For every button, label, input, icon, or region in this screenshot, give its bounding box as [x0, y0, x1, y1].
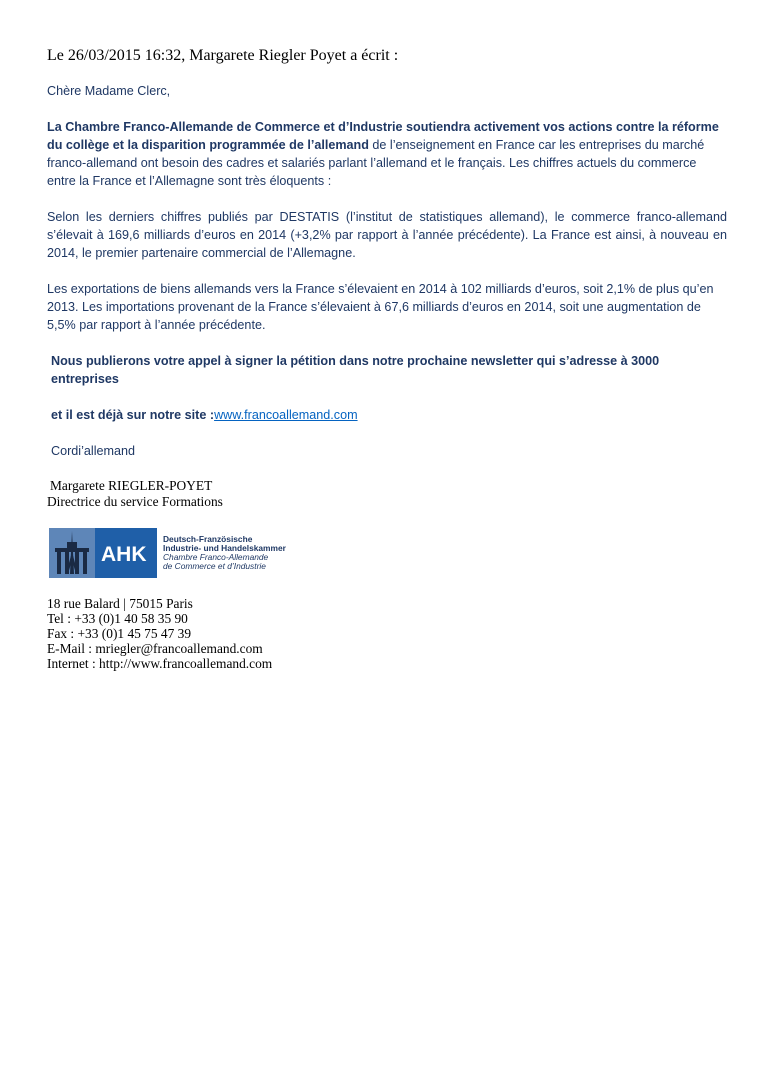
logo-line-3: Chambre Franco-Allemande: [163, 552, 269, 562]
logo-line-1: Deutsch-Französische: [163, 534, 253, 544]
logo-line-4: de Commerce et d’Industrie: [163, 561, 266, 571]
paragraph-newsletter: Nous publierons votre appel à signer la pétition dans notre prochaine newsletter qui s’adresse à 3000 entreprises: [51, 354, 660, 386]
website-link[interactable]: www.francoallemand.com: [214, 408, 358, 422]
contact-tel: Tel : +33 (0)1 40 58 35 90: [47, 611, 188, 626]
contact-block: [47, 596, 727, 671]
paragraph-support-rest: de l’enseignement en France car les entreprises du marché franco-allemand ont besoin des cadres et salariés parlant l’allemand et le français. Les chiffres actuels du commerce entre la France et l’Allemagne sont très éloquents :: [47, 138, 705, 188]
ahk-logo-icon: [49, 528, 157, 578]
paragraph-support-bold: La Chambre Franco-Allemande de Commerce et d’Industrie soutiendra activement vos actions contre la réforme du collège et la disparition programmée de l’allemand: [47, 120, 719, 152]
paragraph-website: [51, 406, 727, 424]
paragraph-destatis: Selon les derniers chiffres publiés par DESTATIS (l’institut de statistiques allemand), le commerce franco-allemand s’élevait à 169,6 milliards d’euros en 2014 (+3,2% par rapport à l’année précédente). La France est ainsi, à nouveau en 2014, le premier partenaire commercial de l’Allemagne.: [47, 210, 727, 260]
closing: Cordi’allemand: [51, 444, 135, 458]
paragraph-exports: Les exportations de biens allemands vers la France s’élevaient en 2014 à 102 milliards d’euros, soit 2,1% de plus qu’en 2013. Les importations provenant de la France s’élevaient à 67,6 milliards d’euros en 2014, soit une augmentation de 5,5% par rapport à l’année précédente.: [47, 282, 714, 332]
ahk-logo-text: [163, 535, 286, 571]
paragraph-support: [47, 118, 727, 190]
website-text: et il est déjà sur notre site :: [51, 408, 215, 422]
ahk-logo: [49, 528, 287, 578]
contact-address: 18 rue Balard | 75015 Paris: [47, 596, 193, 611]
signature-title: Directrice du service Formations: [47, 494, 223, 509]
signature-name: Margarete RIEGLER-POYET: [50, 478, 213, 493]
contact-fax: Fax : +33 (0)1 45 75 47 39: [47, 626, 192, 641]
document-page: [47, 46, 727, 671]
email-header-line: Le 26/03/2015 16:32, Margarete Riegler Poyet a écrit :: [47, 47, 399, 64]
contact-internet: Internet : http://www.francoallemand.com: [47, 656, 273, 671]
ahk-logo-mark: AHK: [101, 543, 147, 566]
logo-line-2: Industrie- und Handelskammer: [163, 543, 286, 553]
contact-email: E-Mail : mriegler@francoallemand.com: [47, 641, 263, 656]
salutation: Chère Madame Clerc,: [47, 84, 171, 98]
